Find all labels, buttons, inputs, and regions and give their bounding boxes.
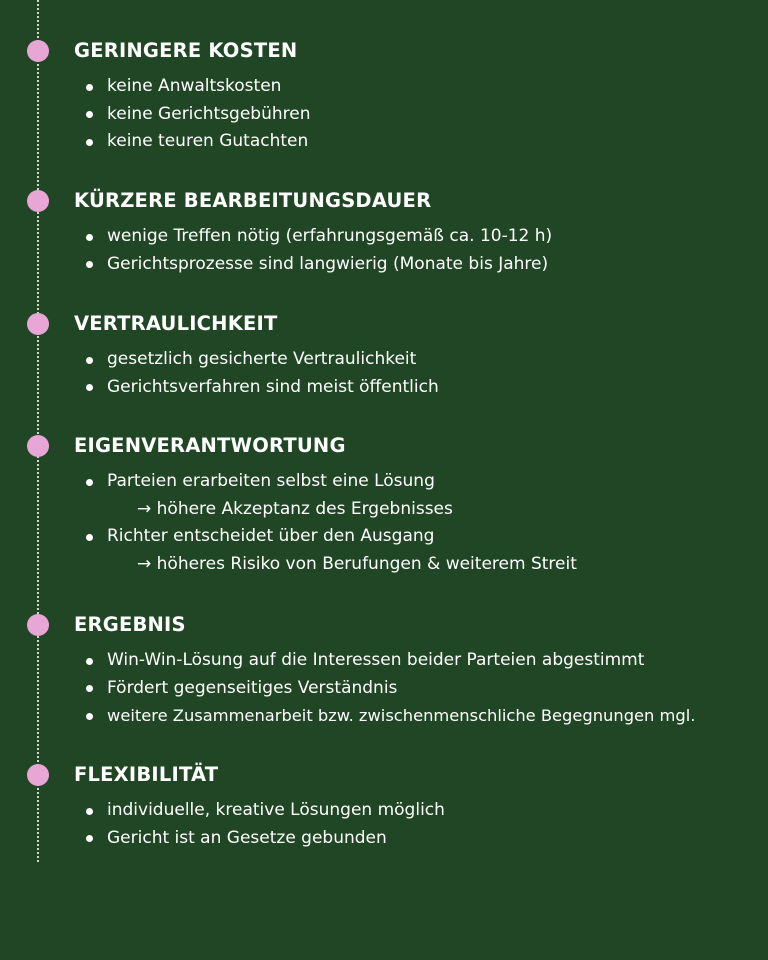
- list-item-text: Fördert gegenseitiges Verständnis: [107, 677, 398, 698]
- timeline-line: [37, 0, 39, 862]
- bullet-icon: [86, 658, 93, 665]
- bullet-icon: [86, 685, 93, 692]
- timeline-dot-icon: [27, 40, 49, 62]
- bullet-list: [86, 647, 695, 730]
- list-item: [86, 468, 577, 523]
- list-item-text: weitere Zusammenarbeit bzw. zwischenmenschliche Begegnungen mgl.: [107, 706, 696, 725]
- section-heading: VERTRAULICHKEIT: [74, 312, 278, 335]
- timeline-dot-icon: [27, 190, 49, 212]
- bullet-icon: [86, 111, 93, 118]
- bullet-icon: [86, 808, 93, 815]
- list-item-text: Gerichtsprozesse sind langwierig (Monate bis Jahre): [107, 253, 549, 274]
- timeline-dot-icon: [27, 435, 49, 457]
- bullet-list: [86, 797, 445, 852]
- list-item-text: gesetzlich gesicherte Vertraulichkeit: [107, 349, 417, 369]
- bullet-icon: [86, 384, 93, 391]
- list-item-subtext: → höheres Risiko von Berufungen & weiterem Streit: [137, 553, 577, 574]
- bullet-icon: [86, 84, 93, 91]
- list-item-subtext: → höhere Akzeptanz des Ergebnisses: [137, 498, 453, 519]
- list-item: [86, 797, 445, 825]
- bullet-list: [86, 73, 311, 156]
- list-item: [86, 128, 311, 156]
- bullet-icon: [86, 713, 93, 720]
- list-item-text: keine teuren Gutachten: [107, 131, 309, 151]
- list-item: [86, 251, 552, 279]
- timeline-dot-icon: [27, 313, 49, 335]
- list-item: [86, 346, 439, 374]
- list-item-text: wenige Treffen nötig (erfahrungsgemäß ca. 10-12 h): [107, 226, 553, 246]
- section-heading: EIGENVERANTWORTUNG: [74, 434, 346, 457]
- timeline-dot-icon: [27, 614, 49, 636]
- bullet-icon: [86, 534, 93, 541]
- list-item: [86, 523, 577, 578]
- list-item-text: Gericht ist an Gesetze gebunden: [107, 827, 387, 848]
- bullet-list: [86, 223, 552, 278]
- list-item: [86, 223, 552, 251]
- bullet-icon: [86, 234, 93, 241]
- list-item-text: keine Anwaltskosten: [107, 76, 282, 96]
- section-heading: ERGEBNIS: [74, 613, 186, 636]
- bullet-list: [86, 346, 439, 401]
- list-item: [86, 675, 695, 703]
- section-heading: FLEXIBILITÄT: [74, 763, 219, 786]
- bullet-icon: [86, 261, 93, 268]
- section-heading: GERINGERE KOSTEN: [74, 39, 298, 62]
- list-item: [86, 73, 311, 101]
- bullet-icon: [86, 357, 93, 364]
- list-item: [86, 374, 439, 402]
- list-item-text: Win-Win-Lösung auf die Interessen beider Parteien abgestimmt: [107, 650, 645, 670]
- list-item: [86, 825, 445, 853]
- list-item: [86, 702, 695, 730]
- list-item: [86, 101, 311, 129]
- bullet-icon: [86, 835, 93, 842]
- bullet-icon: [86, 479, 93, 486]
- bullet-list: [86, 468, 577, 578]
- list-item-text: Parteien erarbeiten selbst eine Lösung: [107, 471, 435, 491]
- bullet-icon: [86, 139, 93, 146]
- list-item: [86, 647, 695, 675]
- list-item-text: Richter entscheidet über den Ausgang: [107, 526, 435, 546]
- timeline-dot-icon: [27, 764, 49, 786]
- list-item-text: Gerichtsverfahren sind meist öffentlich: [107, 376, 439, 397]
- list-item-text: keine Gerichtsgebühren: [107, 103, 311, 124]
- section-heading: KÜRZERE BEARBEITUNGSDAUER: [74, 189, 432, 212]
- list-item-text: individuelle, kreative Lösungen möglich: [107, 800, 445, 820]
